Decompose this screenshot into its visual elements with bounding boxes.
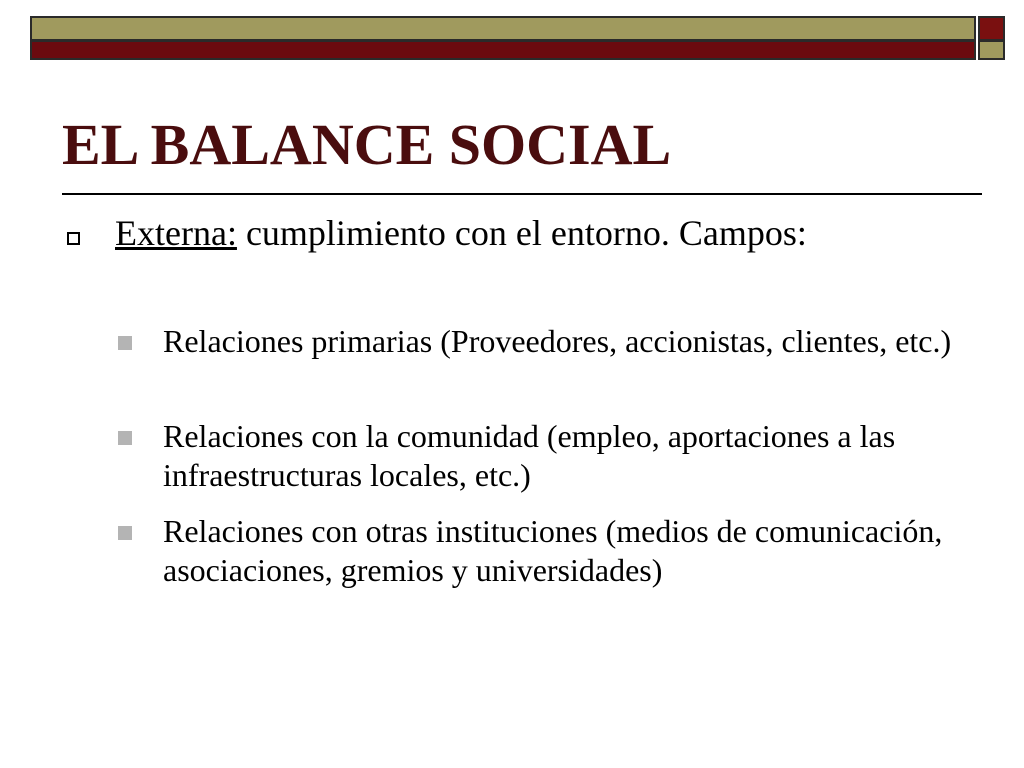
header-square-olive bbox=[978, 40, 1005, 60]
title-divider bbox=[62, 193, 982, 195]
sub-bullet-3 bbox=[118, 512, 958, 590]
header-square-maroon bbox=[978, 16, 1005, 41]
main-bullet-label: Externa: bbox=[115, 213, 237, 253]
header-band-maroon bbox=[30, 40, 976, 60]
square-bullet-icon bbox=[118, 336, 132, 350]
sub-bullet-text: Relaciones con otras instituciones (medios de comunicación, asociaciones, gremios y universidades) bbox=[163, 513, 943, 588]
header-band-olive bbox=[30, 16, 976, 41]
square-bullet-icon bbox=[118, 431, 132, 445]
hollow-square-bullet-icon bbox=[67, 232, 80, 245]
sub-bullet-1 bbox=[118, 322, 958, 361]
square-bullet-icon bbox=[118, 526, 132, 540]
sub-bullet-2 bbox=[118, 417, 958, 495]
sub-bullet-text: Relaciones primarias (Proveedores, accionistas, clientes, etc.) bbox=[163, 323, 952, 359]
main-bullet bbox=[62, 212, 962, 255]
sub-bullet-text: Relaciones con la comunidad (empleo, aportaciones a las infraestructuras locales, etc.) bbox=[163, 418, 896, 493]
slide-title: EL BALANCE SOCIAL bbox=[62, 112, 672, 177]
main-bullet-body: cumplimiento con el entorno. Campos: bbox=[236, 213, 807, 253]
main-bullet-text bbox=[115, 212, 895, 255]
